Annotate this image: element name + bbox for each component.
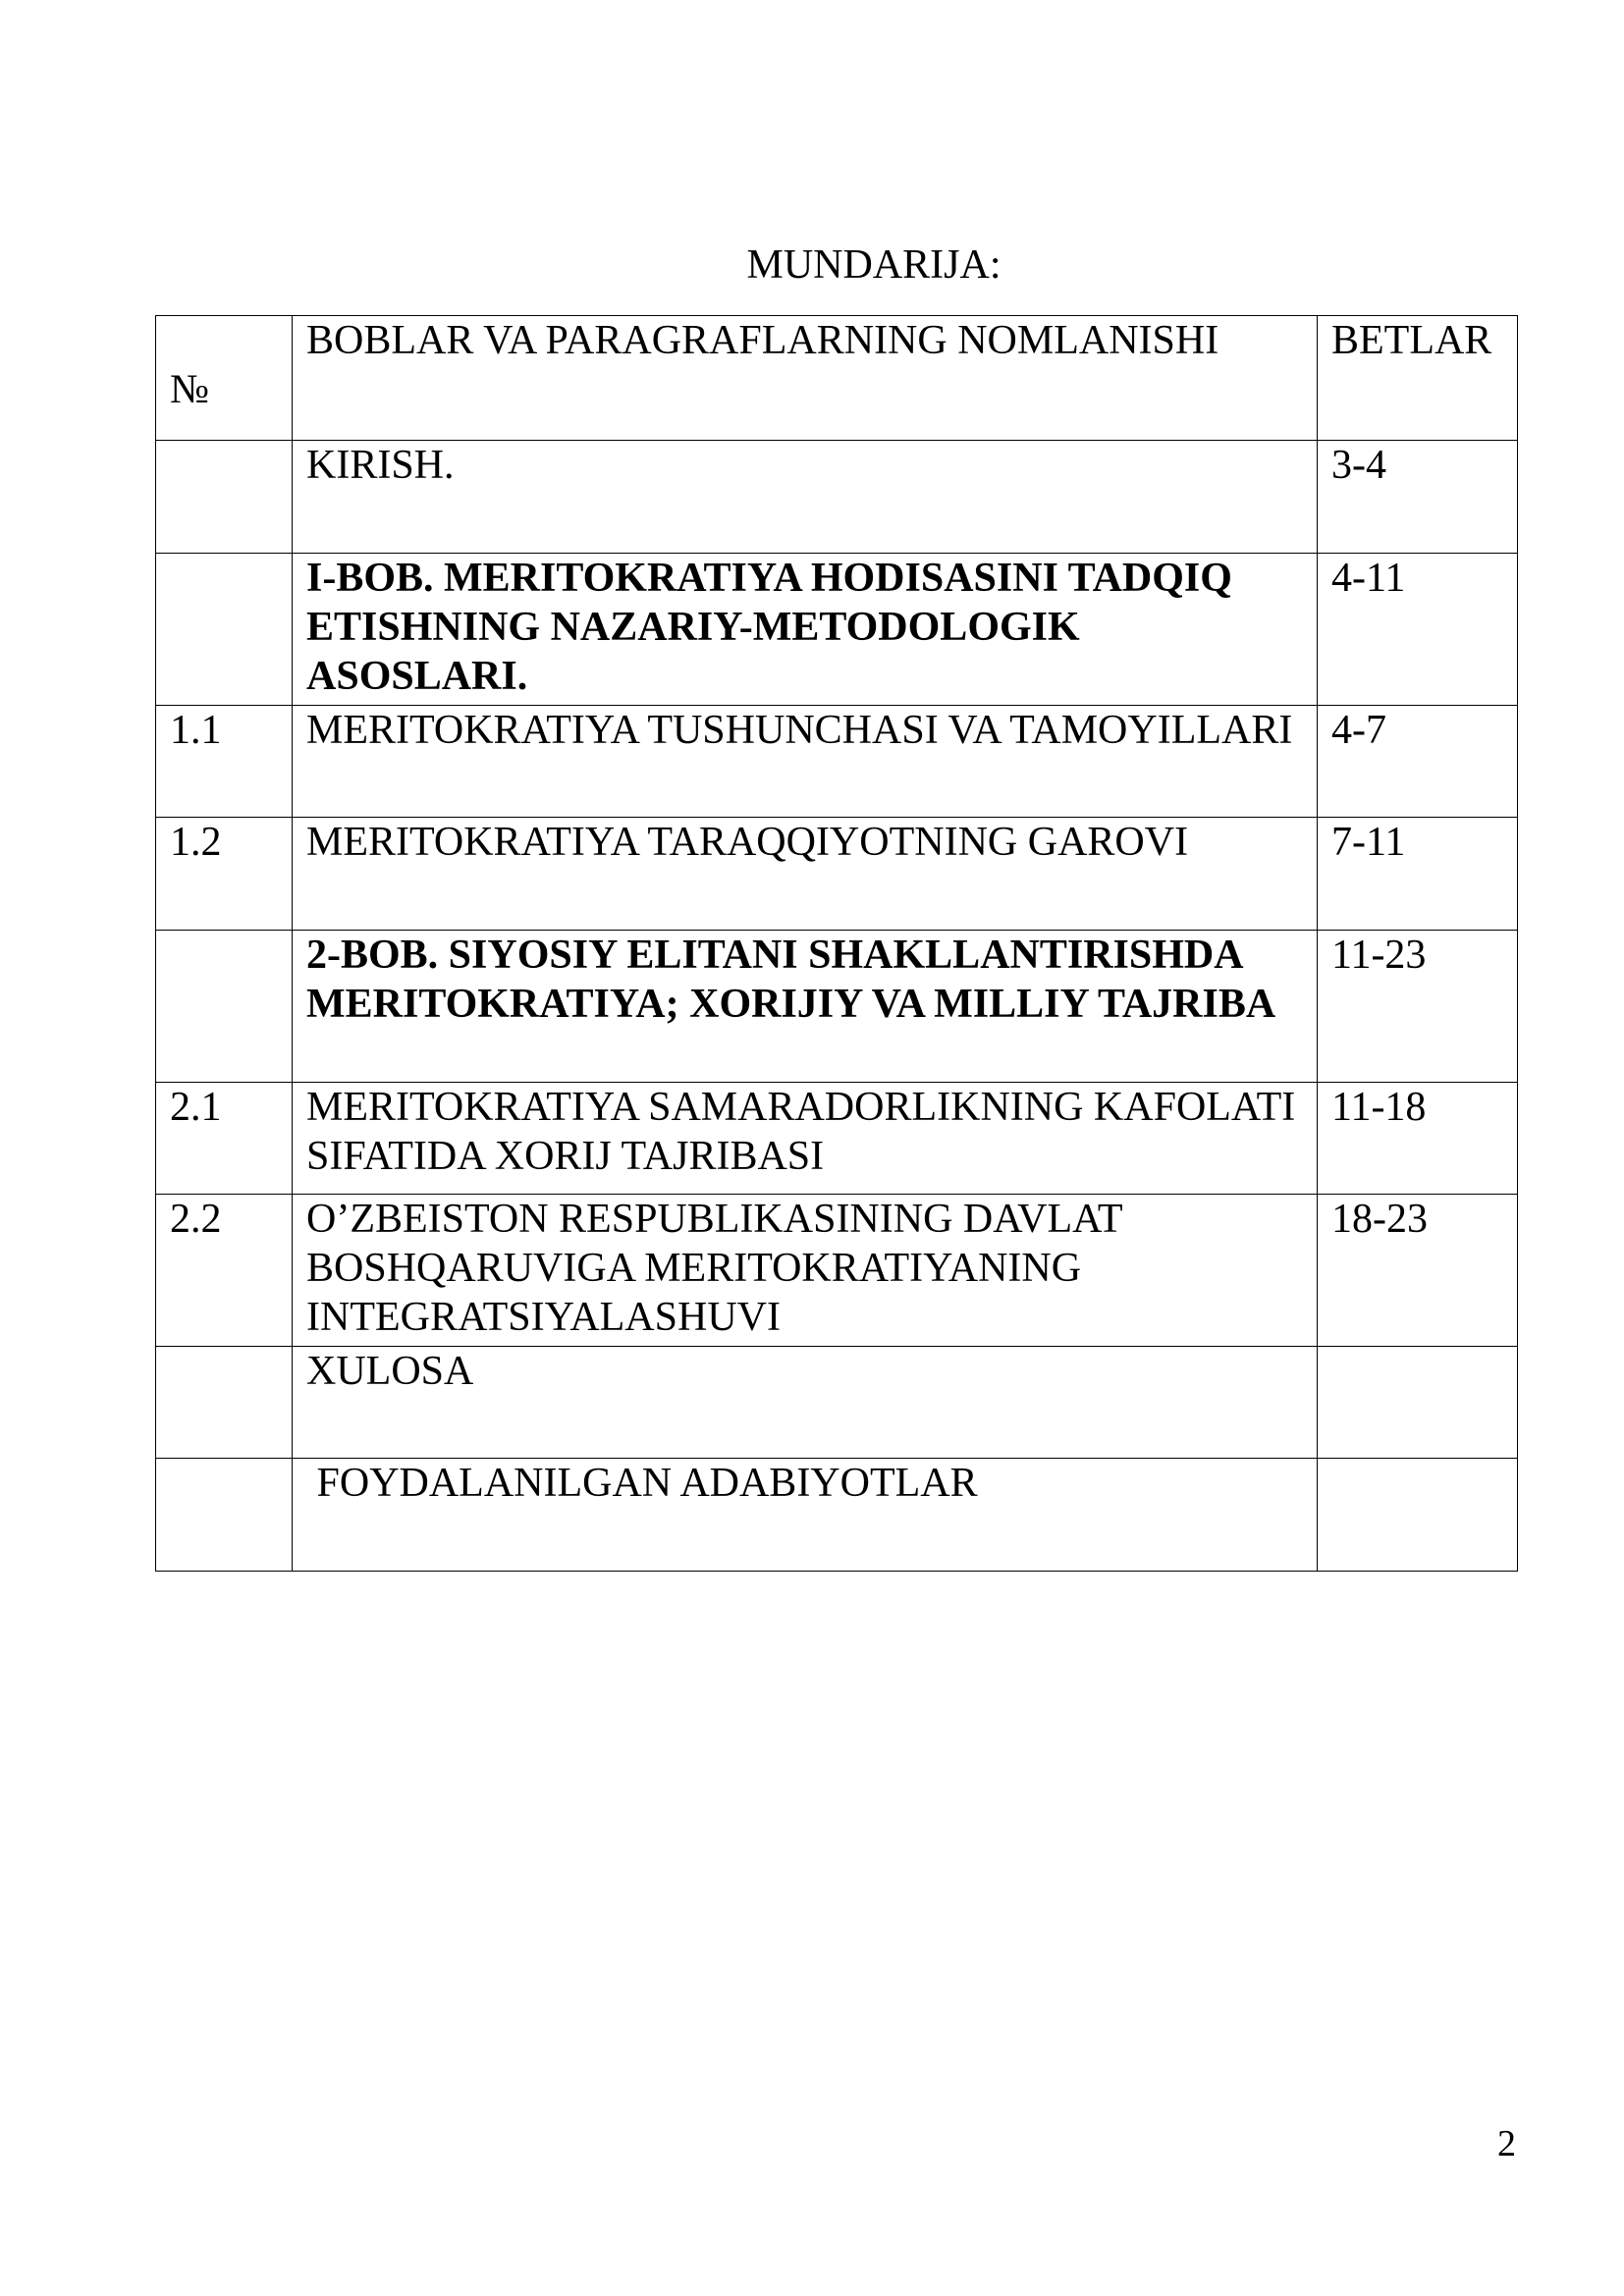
toc-row-pages: 18-23	[1318, 1195, 1518, 1347]
toc-row-num	[156, 1459, 293, 1572]
toc-row-1-1	[156, 706, 1518, 818]
toc-row-2-1	[156, 1083, 1518, 1195]
toc-row-num: 2.2	[156, 1195, 293, 1347]
toc-row-title: MERITOKRATIYA TUSHUNCHASI VA TAMOYILLARI	[293, 706, 1318, 818]
toc-row-num: 1.2	[156, 818, 293, 931]
toc-row-pages: 3-4	[1318, 441, 1518, 554]
toc-row-num: 1.1	[156, 706, 293, 818]
toc-row-title: KIRISH.	[293, 441, 1318, 554]
toc-row-title: XULOSA	[293, 1347, 1318, 1459]
toc-row-title: I-BOB. MERITOKRATIYA HODISASINI TADQIQ ETISHNING NAZARIY-METODOLOGIK ASOSLARI.	[293, 554, 1318, 706]
toc-header-pages: BETLAR	[1318, 316, 1518, 441]
toc-row-title: O’ZBEISTON RESPUBLIKASINING DAVLAT BOSHQARUVIGA MERITOKRATIYANING INTEGRATSIYALASHUVI	[293, 1195, 1318, 1347]
toc-header-row	[156, 316, 1518, 441]
toc-row-pages: 4-7	[1318, 706, 1518, 818]
toc-row-pages	[1318, 1347, 1518, 1459]
toc-row-pages: 11-23	[1318, 931, 1518, 1083]
toc-row-chapter-2	[156, 931, 1518, 1083]
toc-row-num	[156, 1347, 293, 1459]
toc-row-num	[156, 931, 293, 1083]
toc-row-pages: 4-11	[1318, 554, 1518, 706]
toc-row-adabiyotlar	[156, 1459, 1518, 1572]
toc-row-num	[156, 441, 293, 554]
toc-row-pages	[1318, 1459, 1518, 1572]
toc-row-title: FOYDALANILGAN ADABIYOTLAR	[293, 1459, 1318, 1572]
page-number: 2	[1497, 2123, 1516, 2164]
toc-row-2-2	[156, 1195, 1518, 1347]
toc-row-pages: 11-18	[1318, 1083, 1518, 1195]
toc-row-title: MERITOKRATIYA TARAQQIYOTNING GAROVI	[293, 818, 1318, 931]
toc-row-num: 2.1	[156, 1083, 293, 1195]
toc-row-xulosa	[156, 1347, 1518, 1459]
toc-header-title: BOBLAR VA PARAGRAFLARNING NOMLANISHI	[293, 316, 1318, 441]
toc-row-pages: 7-11	[1318, 818, 1518, 931]
toc-row-1-2	[156, 818, 1518, 931]
toc-row-title: 2-BOB. SIYOSIY ELITANI SHAKLLANTIRISHDA MERITOKRATIYA; XORIJIY VA MILLIY TAJRIBA	[293, 931, 1318, 1083]
toc-row-num	[156, 554, 293, 706]
document-title: MUNDARIJA:	[746, 242, 1001, 288]
toc-row-title: MERITOKRATIYA SAMARADORLIKNING KAFOLATI SIFATIDA XORIJ TAJRIBASI	[293, 1083, 1318, 1195]
table-of-contents	[155, 315, 1518, 1572]
toc-row-chapter-1	[156, 554, 1518, 706]
toc-row-kirish	[156, 441, 1518, 554]
toc-header-num: №	[156, 316, 293, 441]
